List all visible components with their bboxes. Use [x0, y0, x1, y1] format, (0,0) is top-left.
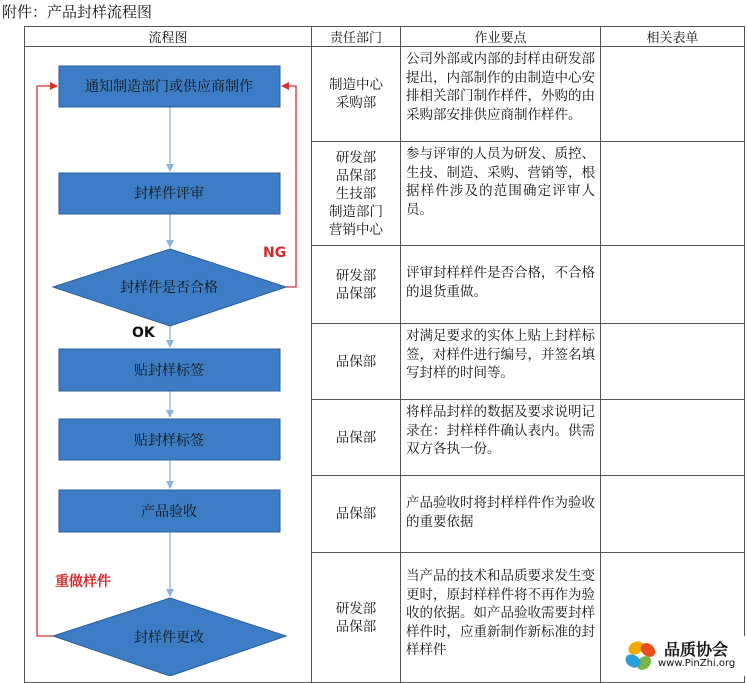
dept-name: 制造部门 — [329, 203, 383, 220]
dept-cell — [312, 47, 401, 142]
forms-cell — [601, 47, 745, 142]
flow-node-label: 通知制造部门或供应商制作 — [85, 79, 253, 95]
dept-name: 制造中心 — [329, 77, 383, 93]
header-key-points: 作业要点 — [401, 27, 601, 47]
desc-cell: 公司外部或内部的封样由研发部提出，内部制作的由制造中心安排相关部门制作样件，外购的由采购部安排供应商制作样件。 — [401, 47, 601, 142]
redo-loop-line — [37, 86, 57, 636]
desc-cell: 当产品的技术和品质要求发生变更时，原封样样件将不再作为验收的依据。如产品验收需要封样样件时，应重新制作新标准的封样样件 — [401, 553, 601, 683]
flow-node-label2 — [59, 419, 280, 460]
ok-label: OK — [132, 325, 155, 341]
watermark — [622, 636, 747, 676]
dept-name: 生技部 — [335, 185, 377, 202]
pinwheel-logo-icon — [622, 636, 662, 676]
flow-node-qualified — [53, 249, 286, 326]
dept-name: 研发部 — [335, 600, 377, 617]
flow-node-label: 封样件更改 — [134, 630, 204, 646]
redo-label: 重做样件 — [55, 574, 111, 590]
desc-cell: 评审封样样件是否合格，不合格的退货重做。 — [401, 246, 601, 324]
dept-cell — [312, 246, 401, 324]
flow-node-label: 贴封样标签 — [134, 363, 204, 379]
flow-node-label: 封样件是否合格 — [120, 280, 218, 296]
dept-cell — [312, 324, 401, 400]
ng-label: NG — [263, 245, 287, 261]
dept-name: 营销中心 — [329, 221, 383, 238]
dept-name: 品保部 — [335, 618, 377, 635]
desc-cell: 参与评审的人员为研发、质控、生技、制造、采购、营销等，根据样件涉及的范围确定评审人员。 — [401, 142, 601, 246]
forms-cell — [601, 246, 745, 324]
forms-cell — [601, 476, 745, 553]
flow-node-label: 产品验收 — [141, 504, 197, 520]
flow-node-label: 封样件评审 — [134, 186, 204, 202]
dept-name: 研发部 — [335, 149, 377, 166]
flow-node-label1 — [59, 349, 280, 391]
page-title: 附件：产品封样流程图 — [2, 3, 153, 21]
header-flowchart: 流程图 — [25, 27, 312, 47]
forms-cell — [601, 142, 745, 246]
flow-node-review — [59, 173, 280, 214]
flow-node-label: 贴封样标签 — [134, 433, 204, 449]
dept-name: 采购部 — [335, 95, 377, 111]
dept-cell — [312, 476, 401, 553]
flowchart — [25, 46, 311, 676]
watermark-url: www.PinZhi.org — [658, 658, 736, 669]
flow-node-accept — [59, 490, 280, 532]
desc-cell: 对满足要求的实体上贴上封样标签，对样件进行编号，并签名填写封样的时间等。 — [401, 324, 601, 400]
dept-name: 品保部 — [335, 506, 377, 522]
dept-cell — [312, 142, 401, 246]
flow-node-change — [53, 598, 286, 676]
dept-name: 品保部 — [335, 167, 377, 184]
dept-name: 品保部 — [335, 429, 377, 446]
dept-cell — [312, 400, 401, 476]
watermark-text: 品质协会 — [664, 640, 729, 659]
header-forms: 相关表单 — [601, 27, 745, 47]
dept-name: 研发部 — [335, 267, 377, 284]
desc-cell: 将样品封样的数据及要求说明记录在：封样样件确认表内。供需双方各执一份。 — [401, 400, 601, 476]
table-header-row — [25, 27, 745, 47]
forms-cell — [601, 324, 745, 400]
dept-name: 品保部 — [335, 353, 377, 370]
forms-cell — [601, 400, 745, 476]
header-department: 责任部门 — [312, 27, 401, 47]
flow-node-notify — [59, 66, 280, 107]
dept-cell — [312, 553, 401, 683]
dept-name: 品保部 — [335, 285, 377, 302]
desc-cell: 产品验收时将封样样件作为验收的重要依据 — [401, 476, 601, 553]
